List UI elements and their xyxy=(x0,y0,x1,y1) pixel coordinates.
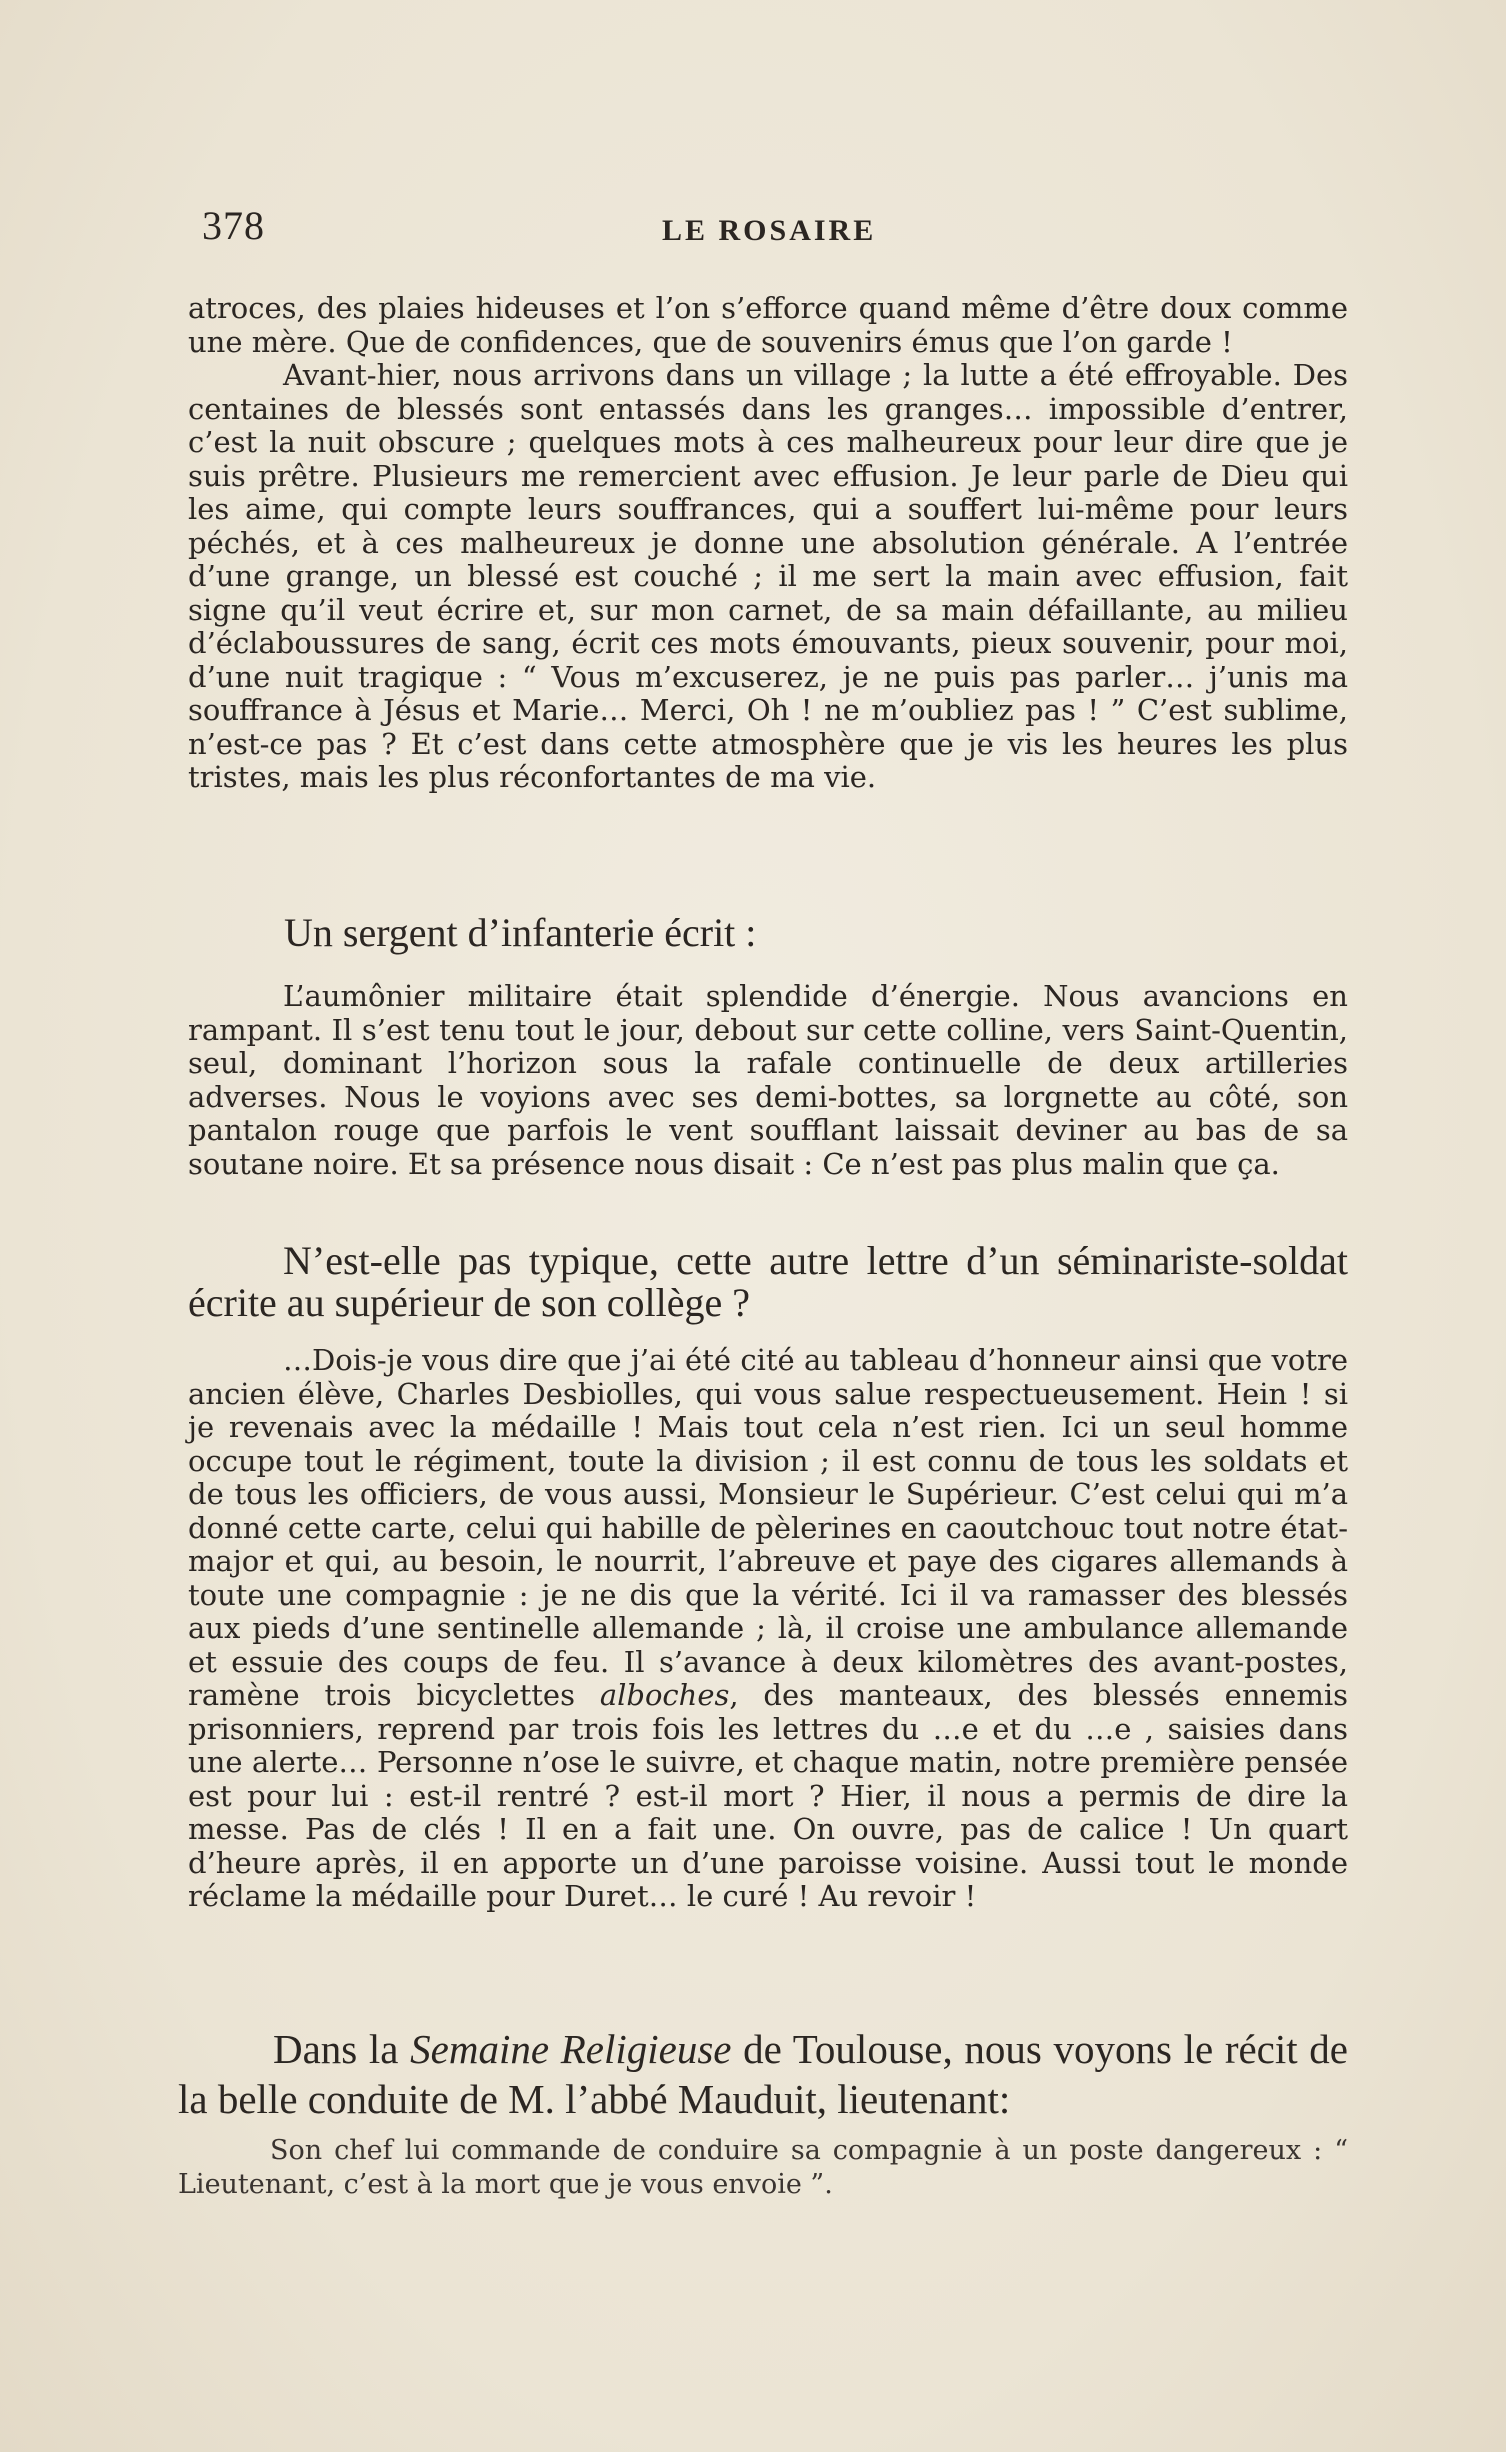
letter-text: …Dois-je vous dire que j’ai été cité au tableau d’honneur ainsi que votre ancien élève, Charles Desbiolles, qui vous salue respectueusement. Hein ! si je revenais avec la médaille ! Mais tout cela n’est rien. Ici un seul homme occupe tout le régiment, toute la division ; il est connu de tous les soldats et de tous les officiers, de vous aussi, Monsieur le Supérieur. C’est celui qui m’a donné cette carte, celui qui habille de pèlerines en caoutchouc tout notre état-major et qui, au besoin, le nourrit, l’abreuve et paye des cigares allemands à toute une compagnie : je ne dis que la vérité. Ici il va ramasser des blessés aux pieds d’une sentinelle allemande ; là, il croise une ambulance allemande et essuie des coups de feu. Il s’avance à deux kilomètres des avant-postes, ramène trois bicyclettes xyxy=(188,1343,1348,1712)
paragraph xyxy=(178,2024,1348,2124)
section-heading-seminariste: N’est-elle pas typique, cette autre lettre d’un séminariste-soldat écrite au supérieur de son collège ? xyxy=(188,1238,1348,1325)
publication-title: Semaine Religieuse xyxy=(410,2026,732,2072)
running-head xyxy=(202,202,1352,252)
paragraph: Son chef lui commande de conduire sa compagnie à un poste dangereux : “ Lieutenant, c’est à la mort que je vous envoie ”. xyxy=(178,2135,1348,2200)
intro-text: Dans la xyxy=(273,2026,399,2072)
paragraph: Avant-hier, nous arrivons dans un village ; la lutte a été effroyable. Des centaines de blessés sont entassés dans les granges… impossible d’entrer, c’est la nuit obscure ; quelques mots à ces malheureux pour leur dire que je suis prêtre. Plusieurs me remercient avec effusion. Je leur parle de Dieu qui les aime, qui compte leurs souffrances, qui a souffert lui-même pour leurs péchés, et à ces malheureux je donne une absolution générale. A l’entrée d’une grange, un blessé est couché ; il me sert la main avec effusion, fait signe qu’il veut écrire et, sur mon carnet, de sa main défaillante, au milieu d’éclaboussures de sang, écrit ces mots émouvants, pieux souvenir, pour moi, d’une nuit tragique : “ Vous m’excuserez, je ne puis pas parler… j’unis ma souffrance à Jésus et Marie… Merci, Oh ! ne m’oubliez pas ! ” C’est sublime, n’est-ce pas ? Et c’est dans cette atmosphère que je vis les heures les plus tristes, mais les plus réconfortantes de ma vie. xyxy=(188,358,1348,794)
paragraph xyxy=(188,1344,1348,1914)
running-title: LE ROSAIRE xyxy=(662,214,877,247)
italic-word: alboches xyxy=(599,1678,730,1712)
letter-text: , des manteaux, des blessés ennemis prisonniers, reprend par trois fois les lettres du …e et du …e , saisies dans une alerte… Personne n’ose le suivre, et chaque matin, notre première pensée est pour lui : est-il rentré ? est-il mort ? Hier, il nous a permis de dire la messe. Pas de clés ! Il en a fait une. On ouvre, pas de calice ! Un quart d’heure après, il en apporte un d’une paroisse voisine. Aussi tout le monde réclame la médaille pour Duret… le curé ! Au revoir ! xyxy=(188,1678,1348,1913)
toulouse-intro xyxy=(178,2024,1348,2124)
page-number: 378 xyxy=(202,203,265,248)
sergent-letter xyxy=(188,980,1348,1181)
paragraph: L’aumônier militaire était splendide d’énergie. Nous avancions en rampant. Il s’est tenu tout le jour, debout sur cette colline, vers Saint-Quentin, seul, dominant l’horizon sous la rafale continuelle de deux artilleries adverses. Nous le voyions avec ses demi-bottes, sa lorgnette au côté, son pantalon rouge que parfois le vent soufflant laissait deviner au bas de sa soutane noire. Et sa présence nous disait : Ce n’est pas plus malin que ça. xyxy=(188,979,1348,1181)
seminariste-letter xyxy=(188,1344,1348,1914)
toulouse-quote xyxy=(178,2134,1348,2202)
letter-continuation xyxy=(188,292,1348,795)
section-heading-sergent: Un sergent d’infanterie écrit : xyxy=(284,910,757,955)
intro-text: de Toulouse, nous voyons le récit de la belle conduite de M. l’abbé Mauduit, lieutenant: xyxy=(178,2026,1349,2122)
paragraph: atroces, des plaies hideuses et l’on s’efforce quand même d’être doux comme une mère. Que de confidences, que de souvenirs émus que l’on garde ! xyxy=(188,291,1348,359)
